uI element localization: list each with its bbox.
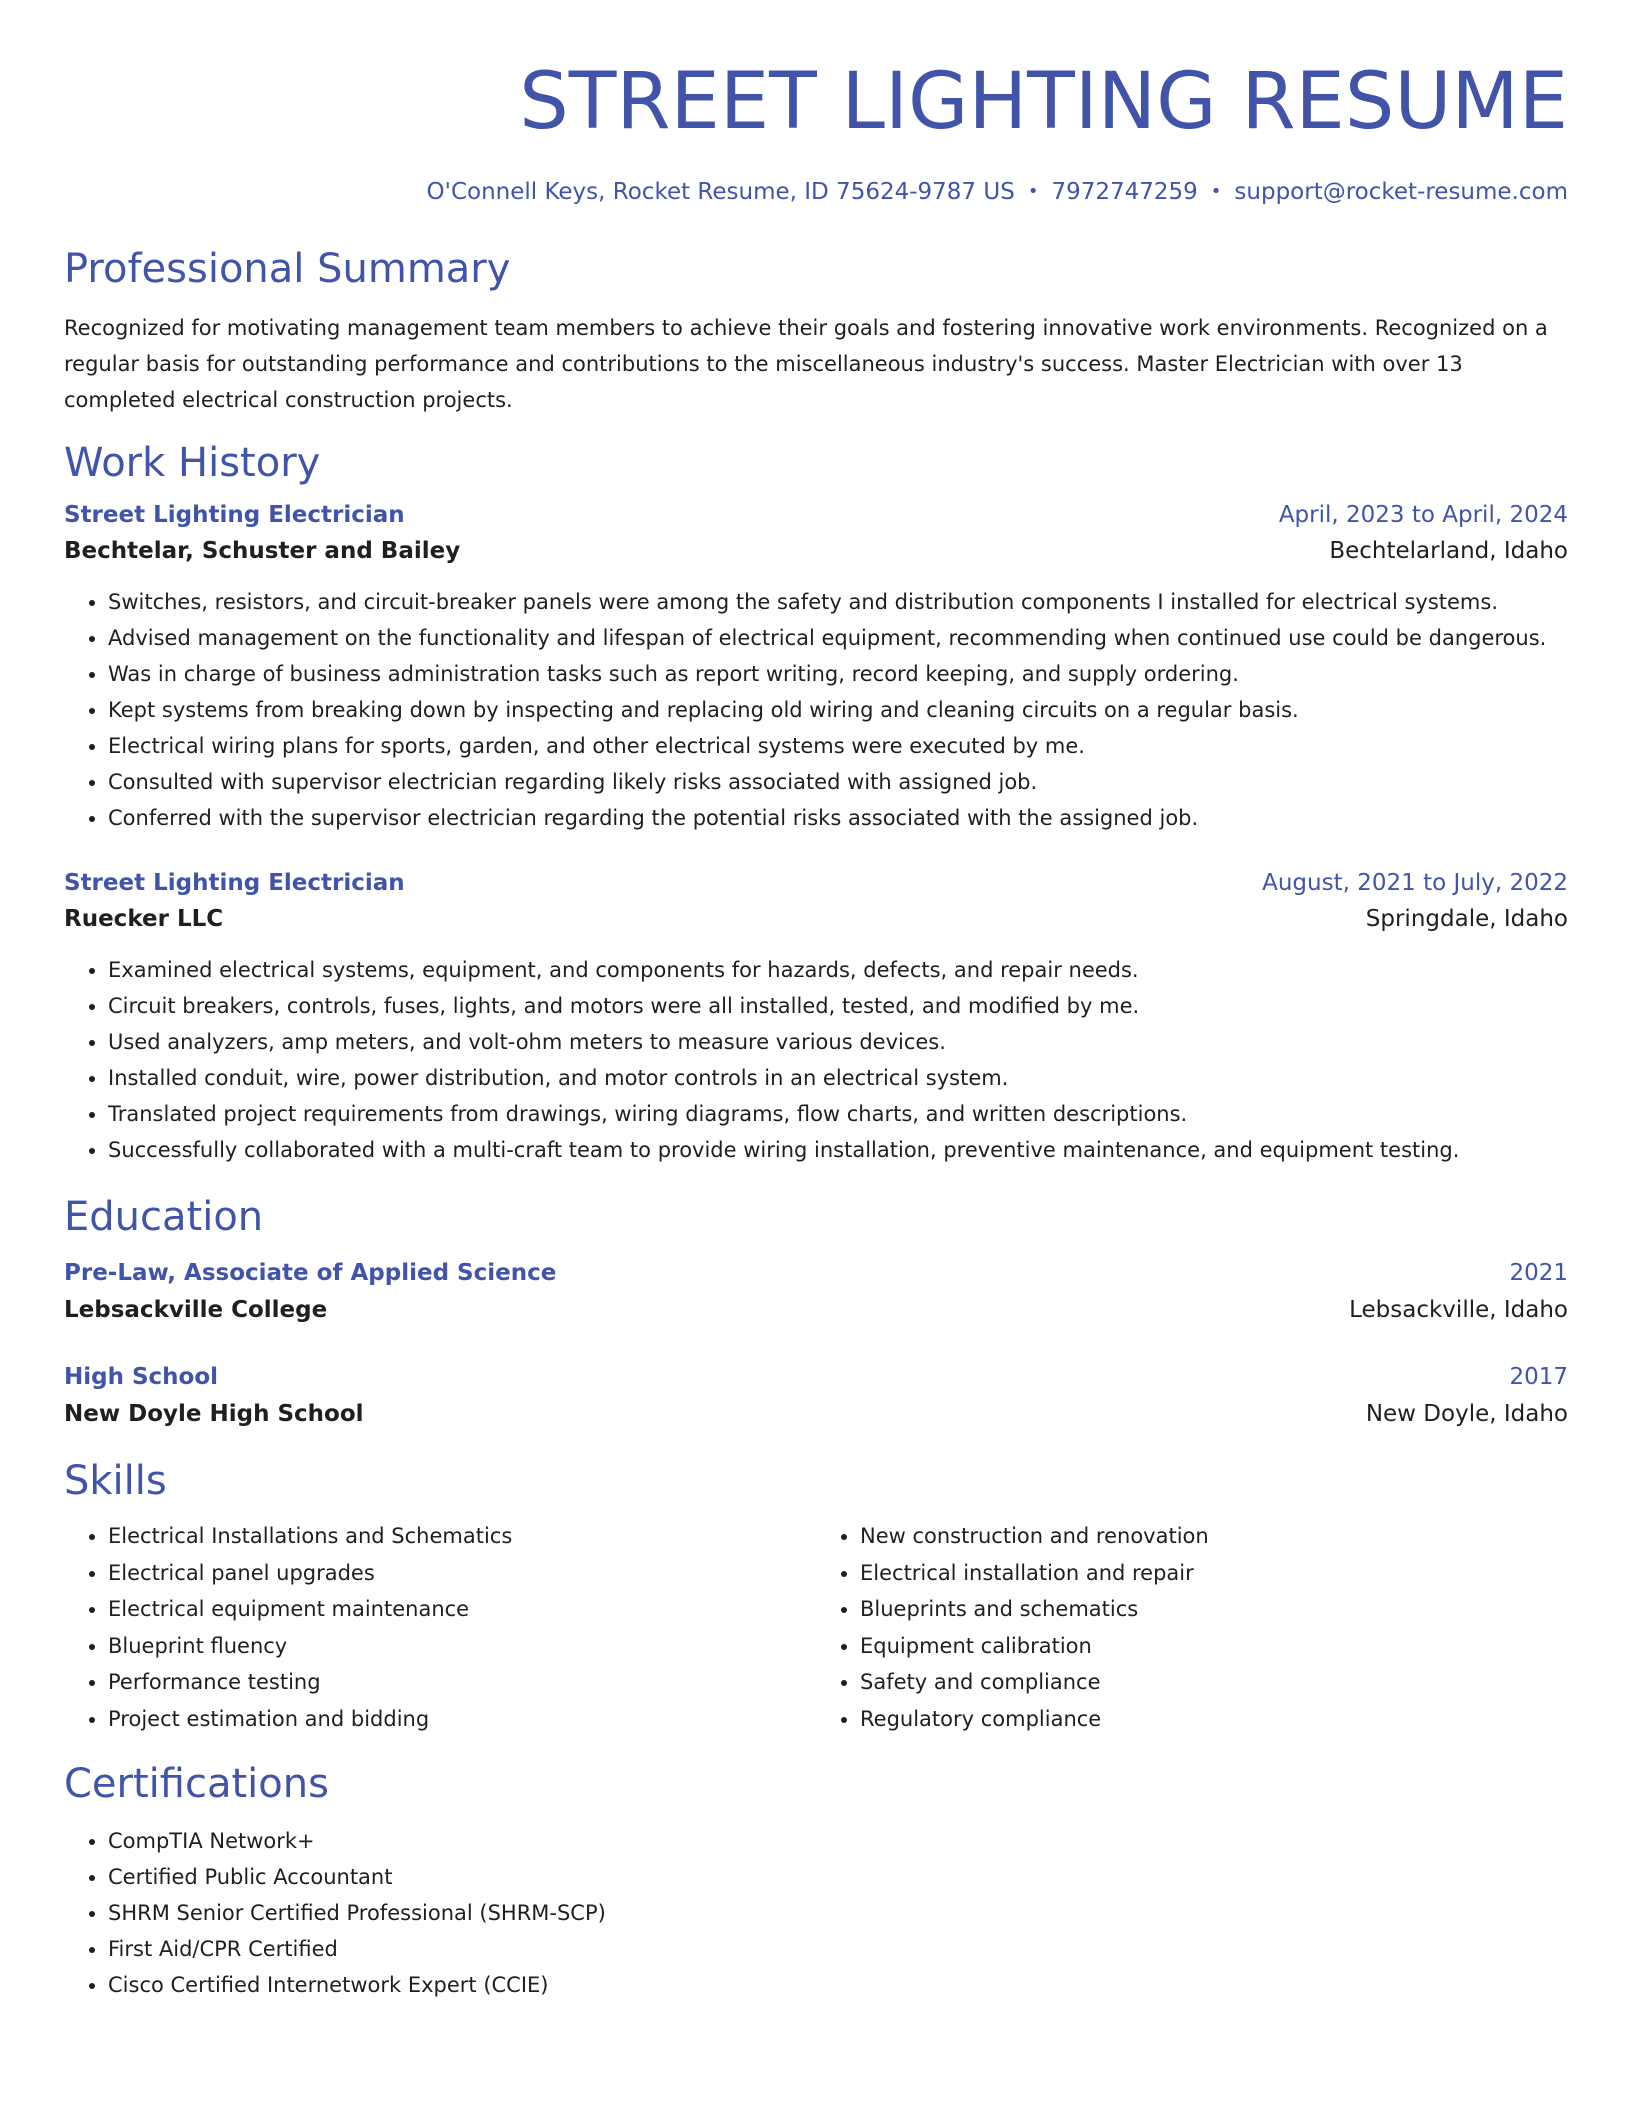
education-school: New Doyle High School: [64, 1401, 364, 1427]
job-bullet: • Consulted with supervisor electrician regarding likely risks associated with assigned job.: [108, 764, 1568, 800]
job-dates: April, 2023 to April, 2024: [1278, 502, 1568, 528]
certifications-list: [64, 1823, 1568, 2003]
job-bullet: • Used analyzers, amp meters, and volt-ohm meters to measure various devices.: [108, 1024, 1568, 1060]
education-location: Lebsackville, Idaho: [1349, 1297, 1568, 1323]
job-entry: [64, 866, 1568, 1168]
education-degree: High School: [64, 1364, 219, 1390]
skill-item: • Safety and compliance: [860, 1664, 1568, 1701]
skill-item: • Electrical Installations and Schematics: [108, 1518, 816, 1555]
contact-address: O'Connell Keys, Rocket Resume, ID 75624-9787 US: [426, 179, 1015, 205]
education-year: 2017: [1509, 1364, 1568, 1390]
job-company: Bechtelar, Schuster and Bailey: [64, 538, 461, 564]
skill-item: • New construction and renovation: [860, 1518, 1568, 1555]
skill-item: • Blueprints and schematics: [860, 1591, 1568, 1628]
contact-line: [64, 176, 1568, 208]
job-bullets: [64, 952, 1568, 1168]
resume-page: [64, 0, 1568, 2003]
job-bullet: • Switches, resistors, and circuit-breaker panels were among the safety and distribution components I installed for electrical systems.: [108, 584, 1568, 620]
contact-separator: •: [1027, 181, 1039, 202]
job-entry: [64, 498, 1568, 836]
summary-heading: Professional Summary: [64, 246, 511, 292]
contact-separator: •: [1210, 181, 1222, 202]
education-entry: [64, 1360, 1568, 1434]
job-role: Street Lighting Electrician: [64, 502, 405, 528]
certification-item: • CompTIA Network+: [108, 1823, 1568, 1859]
job-location: Bechtelarland, Idaho: [1329, 538, 1568, 564]
education-heading: Education: [64, 1194, 264, 1240]
skill-item: • Equipment calibration: [860, 1628, 1568, 1665]
skills-list-right: [816, 1518, 1568, 1737]
certification-item: • SHRM Senior Certified Professional (SHRM-SCP): [108, 1895, 1568, 1931]
job-bullet: • Circuit breakers, controls, fuses, lights, and motors were all installed, tested, and modified by me.: [108, 988, 1568, 1024]
skills-list-left: [64, 1518, 816, 1737]
job-bullet: • Installed conduit, wire, power distribution, and motor controls in an electrical system.: [108, 1060, 1568, 1096]
job-bullet: • Kept systems from breaking down by inspecting and replacing old wiring and cleaning circuits on a regular basis.: [108, 692, 1568, 728]
education-entry: [64, 1256, 1568, 1330]
job-dates: August, 2021 to July, 2022: [1262, 870, 1568, 896]
education-degree: Pre-Law, Associate of Applied Science: [64, 1260, 557, 1286]
skills-heading: Skills: [64, 1458, 167, 1504]
skill-item: • Project estimation and bidding: [108, 1701, 816, 1738]
resume-title: STREET LIGHTING RESUME: [519, 57, 1568, 147]
skills-columns: [64, 1518, 1568, 1737]
job-location: Springdale, Idaho: [1365, 906, 1568, 932]
job-bullet: • Conferred with the supervisor electrician regarding the potential risks associated with the assigned job.: [108, 800, 1568, 836]
summary-text: Recognized for motivating management team members to achieve their goals and fostering innovative work environments. Recognized on a regular basis for outstanding performance and contributions to the miscellaneous industry's success. Master Electrician with over 13 completed electrical construction projects.: [64, 316, 1548, 412]
certification-item: • Cisco Certified Internetwork Expert (CCIE): [108, 1967, 1568, 2003]
job-bullet: • Examined electrical systems, equipment, and components for hazards, defects, and repair needs.: [108, 952, 1568, 988]
skill-item: • Electrical panel upgrades: [108, 1555, 816, 1592]
education-school: Lebsackville College: [64, 1297, 328, 1323]
education-year: 2021: [1509, 1260, 1568, 1286]
skill-item: • Electrical installation and repair: [860, 1555, 1568, 1592]
job-bullet: • Successfully collaborated with a multi-craft team to provide wiring installation, preventive maintenance, and equipment testing.: [108, 1132, 1568, 1168]
skill-item: • Blueprint fluency: [108, 1628, 816, 1665]
contact-phone[interactable]: 7972747259: [1051, 179, 1198, 205]
certifications-heading: Certifications: [64, 1761, 329, 1807]
job-bullet: • Translated project requirements from drawings, wiring diagrams, flow charts, and written descriptions.: [108, 1096, 1568, 1132]
skill-item: • Performance testing: [108, 1664, 816, 1701]
certification-item: • Certified Public Accountant: [108, 1859, 1568, 1895]
contact-email[interactable]: support@rocket-resume.com: [1234, 179, 1568, 205]
skill-item: • Electrical equipment maintenance: [108, 1591, 816, 1628]
certification-item: • First Aid/CPR Certified: [108, 1931, 1568, 1967]
job-bullets: [64, 584, 1568, 836]
education-location: New Doyle, Idaho: [1365, 1401, 1568, 1427]
job-bullet: • Advised management on the functionality and lifespan of electrical equipment, recommending when continued use could be dangerous.: [108, 620, 1568, 656]
skill-item: • Regulatory compliance: [860, 1701, 1568, 1738]
work-history-heading: Work History: [64, 440, 321, 486]
job-bullet: • Was in charge of business administration tasks such as report writing, record keeping, and supply ordering.: [108, 656, 1568, 692]
job-bullet: • Electrical wiring plans for sports, garden, and other electrical systems were executed by me.: [108, 728, 1568, 764]
job-company: Ruecker LLC: [64, 906, 224, 932]
job-role: Street Lighting Electrician: [64, 870, 405, 896]
